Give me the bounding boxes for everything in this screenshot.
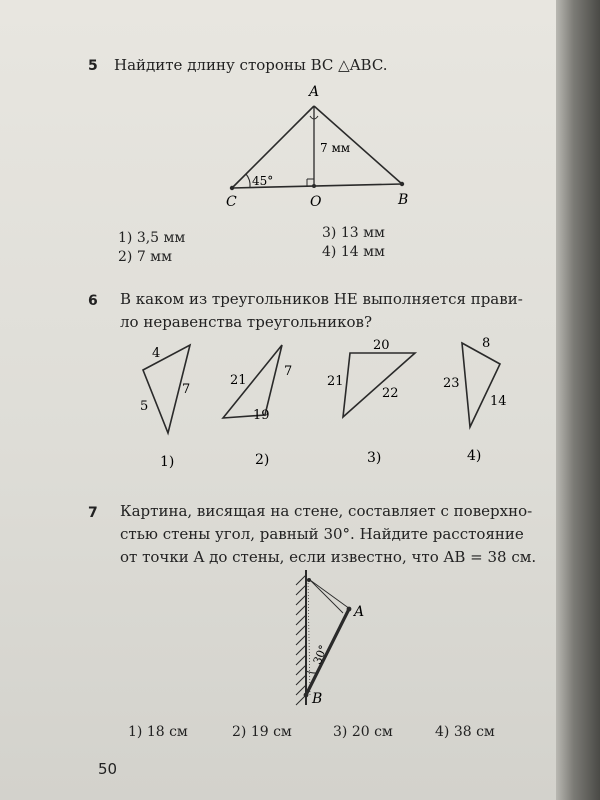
label-b-picture: B <box>312 691 323 707</box>
q7-answer-1: 1) 18 см <box>128 724 188 740</box>
question-7-line-1: Картина, висящая на стене, составляет с поверхно- <box>120 502 533 520</box>
question-6-number: 6 <box>88 293 98 309</box>
tri3-side-a: 20 <box>373 338 390 353</box>
label-a: A <box>309 84 320 100</box>
question-6-text <box>120 288 540 334</box>
tri3-option-label: 3) <box>367 450 382 466</box>
picture-on-wall-diagram <box>0 565 560 715</box>
question-7-number: 7 <box>88 505 98 521</box>
question-7-line-3: от точки A до стены, если известно, что AB = 38 см. <box>120 548 537 566</box>
question-6-line-1: В каком из треугольников НЕ выполняется прави- <box>120 290 523 308</box>
label-angle-45: 45° <box>252 174 274 188</box>
tri2-side-b: 7 <box>284 364 293 379</box>
q5-answer-2: 2) 7 мм <box>118 249 172 265</box>
question-5-number: 5 <box>88 58 98 74</box>
question-5-header <box>88 55 388 76</box>
tri2-side-c: 19 <box>253 408 270 423</box>
question-6-line-2: ло неравенства треугольников? <box>120 313 372 331</box>
q7-answer-2: 2) 19 см <box>232 724 292 740</box>
question-5-text: Найдите длину стороны BC △ABC. <box>114 56 388 74</box>
tri1-side-c: 5 <box>140 399 149 414</box>
question-7-line-2: стью стены угол, равный 30°. Найдите расстояние <box>120 525 524 543</box>
four-triangles-diagram <box>0 335 560 475</box>
q7-answer-3: 3) 20 см <box>333 724 393 740</box>
q7-answer-4: 4) 38 см <box>435 724 495 740</box>
q5-answer-3: 3) 13 мм <box>322 225 385 241</box>
tri2-option-label: 2) <box>255 452 270 468</box>
tri4-side-a: 8 <box>482 336 491 351</box>
question-7-text <box>120 500 540 569</box>
page-edge-shadow <box>556 0 600 800</box>
tri2-side-a: 21 <box>230 373 247 388</box>
tri1-option-label: 1) <box>160 454 175 470</box>
q5-answer-1: 1) 3,5 мм <box>118 230 186 246</box>
question-7-number-wrap <box>88 502 114 523</box>
tri1-side-a: 4 <box>152 346 161 361</box>
tri4-side-b: 23 <box>443 376 460 391</box>
q5-answer-4: 4) 14 мм <box>322 244 385 260</box>
question-6-number-wrap <box>88 290 114 311</box>
tri3-side-c: 22 <box>382 386 399 401</box>
label-b: B <box>398 192 409 208</box>
label-o: O <box>310 194 322 210</box>
label-c: C <box>226 194 237 210</box>
label-angle-30: 30° <box>310 643 331 667</box>
tri4-side-c: 14 <box>490 394 507 409</box>
triangle-abc-diagram <box>0 80 560 310</box>
tri1-side-b: 7 <box>182 382 191 397</box>
tri4-option-label: 4) <box>467 448 482 464</box>
label-a-picture: A <box>354 604 365 620</box>
page-number: 50 <box>98 760 118 778</box>
label-height-7mm: 7 мм <box>320 141 351 155</box>
tri3-side-b: 21 <box>327 374 344 389</box>
